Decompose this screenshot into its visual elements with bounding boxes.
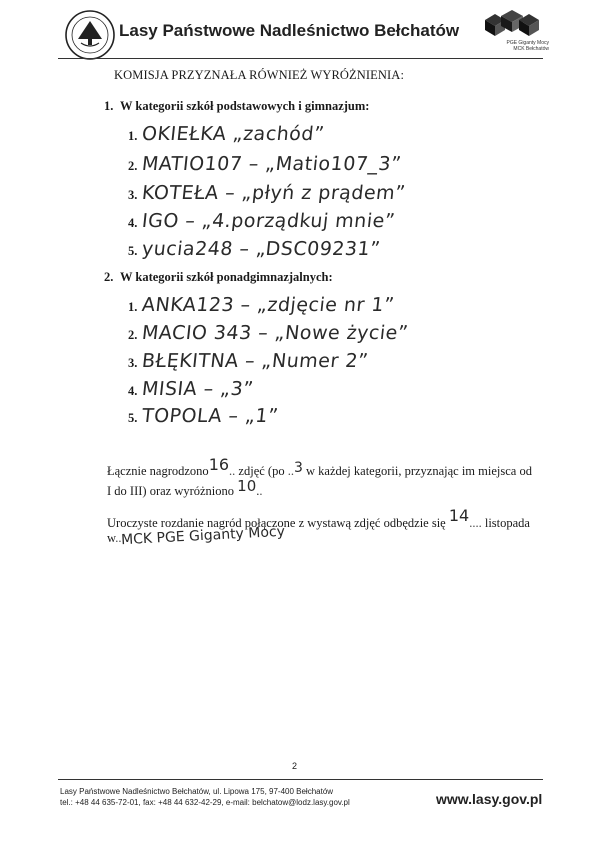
document-page: Lasy Państwowe Nadleśnictwo Bełchatów PGE Giganty Mocy MCK Bełchatów KOMISJA PRZYZNAŁA RÓWNIEŻ WYRÓŻNIENIA: 1. W kategorii szkół podstawowych i gimnazjum: 1. OKIEŁKA „zachód” 2. MATIO107 – „Matio107_3” 3. KOTEŁA – „płyń z prądem” 4. IGO – „4.porządkuj mnie” 5. yucia248 – „DSC09231” 2. W kategorii szkół ponadgimnazjalnych: 1. ANKA123 – „zdjęcie nr 1” 2. MACIO 343 – „Nowe życie” 3. BŁĘKITNA – „Numer 2” 4. MISIA – „3” 5. TOPOLA – „1” Łącznie nagrodzono16.. zdjęć (po ..3 w każdej kategorii, przyznając im miejsca od I do III) oraz wyróżniono 10.. Uroczyste rozdanie nagród połączone z wystawą zdjęć odbędzie się 14.... listopada w..MCK PGE Giganty Mocy 2 Lasy Państwowe Nadleśnictwo Bełchatów, ul. Lipowa 175, 97-400 Bełchatów tel.: +48 44 635-72-01, fax: +48 44 632-42-29, e-mail: belchatow@lodz.lasy.gov.pl www.lasy.gov.pl <box>0 0 600 849</box>
website-link[interactable]: www.lasy.gov.pl <box>436 791 543 807</box>
category-2-title: 2. W kategorii szkół ponadgimnazjalnych: <box>104 270 333 284</box>
summary-line-2: I do III) oraz wyróżniono 10.. <box>107 477 263 498</box>
footer-divider <box>58 779 543 780</box>
page-number: 2 <box>292 761 298 771</box>
ceremony-line-2: w..MCK PGE Giganty Mocy <box>107 523 286 549</box>
ceremony-day: 14 <box>448 506 470 525</box>
footer-address: Lasy Państwowe Nadleśnictwo Bełchatów, ul. Lipowa 175, 97-400 Bełchatów <box>60 787 334 796</box>
header-divider <box>58 58 543 59</box>
per-category-count: 3 <box>293 460 303 476</box>
ceremony-line-1: Uroczyste rozdanie nagród połączone z wystawą zdjęć odbędzie się 14.... listopada <box>107 506 530 530</box>
footer-contact: tel.: +48 44 635-72-01, fax: +48 44 632-42-29, e-mail: belchatow@lodz.lasy.gov.pl <box>60 798 350 807</box>
distinction-count: 10 <box>237 477 257 495</box>
organization-name: Lasy Państwowe Nadleśnictwo Bełchatów <box>119 21 460 40</box>
awarded-count: 16 <box>208 455 230 474</box>
lasy-panstwowe-logo-icon <box>64 9 116 61</box>
summary-line-1: Łącznie nagrodzono16.. zdjęć (po ..3 w każdej kategorii, przyznając im miejsca od <box>107 455 532 478</box>
section-heading: KOMISJA PRZYZNAŁA RÓWNIEŻ WYRÓŻNIENIA: <box>114 68 405 82</box>
category-1-title: 1. W kategorii szkół podstawowych i gimnazjum: <box>104 99 370 113</box>
partner-caption: PGE Giganty Mocy MCK Bełchatów <box>506 40 549 52</box>
ceremony-place: MCK PGE Giganty Mocy <box>121 523 286 549</box>
pge-cubes-logo-icon <box>479 8 545 40</box>
